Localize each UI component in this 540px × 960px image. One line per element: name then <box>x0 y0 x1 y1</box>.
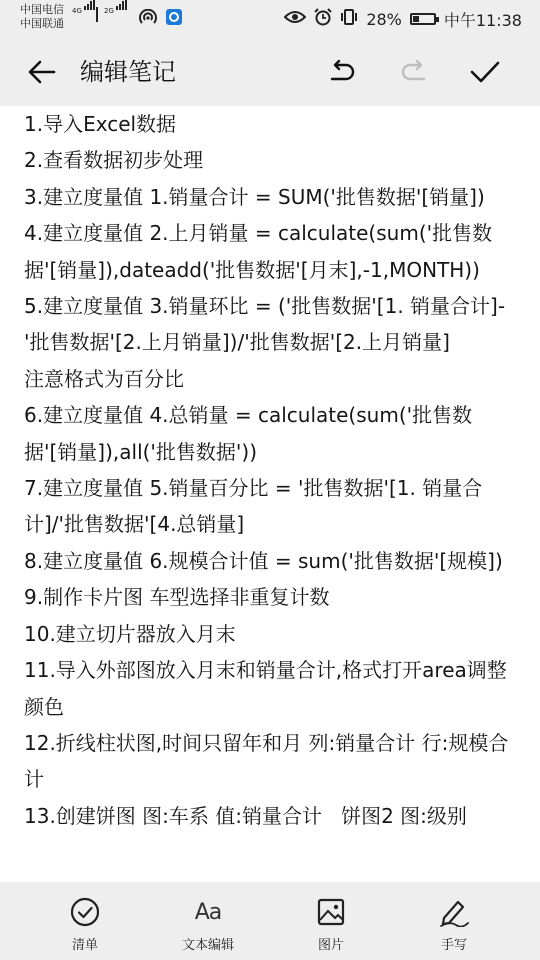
handwrite-label: 手写 <box>440 938 467 953</box>
note-line: 3.建立度量值 1.销量合计 = SUM('批售数据'[销量]) <box>24 184 485 209</box>
checklist-button[interactable] <box>35 882 135 960</box>
carrier-info <box>20 3 64 31</box>
image-icon <box>315 896 347 928</box>
hotspot-icon <box>138 9 158 31</box>
note-line: 13.创建饼图 图:车系 值:销量合计 饼图2 图:级别 <box>24 803 467 828</box>
checkmark-icon <box>468 56 502 88</box>
note-line: 6.建立度量值 4.总销量 = calculate(sum('批售数据'[销量]),all('批售数据')) <box>24 403 473 464</box>
note-line: 8.建立度量值 6.规模合计值 = sum('批售数据'[规模]) <box>24 548 503 573</box>
note-line: 注意格式为百分比 <box>24 366 184 391</box>
text-edit-label: 文本编辑 <box>181 938 234 953</box>
alarm-icon <box>314 8 332 30</box>
note-line: 11.导入外部图放入月末和销量合计,格式打开area调整颜色 <box>24 658 507 719</box>
note-line: 1.导入Excel数据 <box>24 112 177 136</box>
app-header <box>0 38 540 106</box>
status-bar <box>0 0 540 38</box>
battery-icon <box>410 13 436 25</box>
eye-comfort-icon <box>284 9 306 29</box>
carrier-1: 中国电信 <box>20 3 64 16</box>
network-type-2: 2G <box>104 7 114 15</box>
note-line: 7.建立度量值 5.销量百分比 = '批售数据'[1. 销量合计]/'批售数据'[4.总销量] <box>24 476 483 537</box>
checklist-label: 清单 <box>71 938 98 953</box>
save-button[interactable] <box>468 56 504 88</box>
redo-icon <box>398 56 430 88</box>
note-line: 4.建立度量值 2.上月销量 = calculate(sum('批售数据'[销量]),dateadd('批售数据'[月末],-1,MONTH)) <box>24 221 493 282</box>
handwrite-button[interactable] <box>404 882 504 960</box>
network-type-1: 4G <box>72 7 82 15</box>
pen-icon <box>438 896 470 928</box>
status-right <box>284 8 522 30</box>
note-editor[interactable] <box>0 106 540 882</box>
clock: 中午11:38 <box>443 10 522 30</box>
back-button[interactable] <box>26 56 58 88</box>
page-title: 编辑笔记 <box>80 58 176 86</box>
image-button[interactable] <box>281 882 381 960</box>
app-notification-icon <box>166 9 182 29</box>
note-line: 2.查看数据初步处理 <box>24 148 204 173</box>
note-line: 12.折线柱状图,时间只留年和月 列:销量合计 行:规模合计 <box>24 730 509 792</box>
text-edit-button[interactable] <box>158 882 258 960</box>
vibrate-icon <box>340 8 358 30</box>
arrow-left-icon <box>26 56 58 88</box>
undo-icon <box>326 56 358 88</box>
text-format-icon: Aa <box>194 899 222 925</box>
note-line: 5.建立度量值 3.销量环比 = ('批售数据'[1. 销量合计]-'批售数据'[2.上月销量])/'批售数据'[2.上月销量] <box>24 294 506 355</box>
note-line: 9.制作卡片图 车型选择非重复计数 <box>24 585 330 610</box>
battery-percent: 28% <box>366 9 402 29</box>
check-circle-icon <box>69 896 101 928</box>
redo-button[interactable] <box>398 56 430 88</box>
carrier-2: 中国联通 <box>20 17 64 30</box>
bottom-toolbar <box>0 882 540 960</box>
note-line: 10.建立切片器放入月末 <box>24 621 236 646</box>
image-label: 图片 <box>317 938 344 953</box>
undo-button[interactable] <box>326 56 358 88</box>
